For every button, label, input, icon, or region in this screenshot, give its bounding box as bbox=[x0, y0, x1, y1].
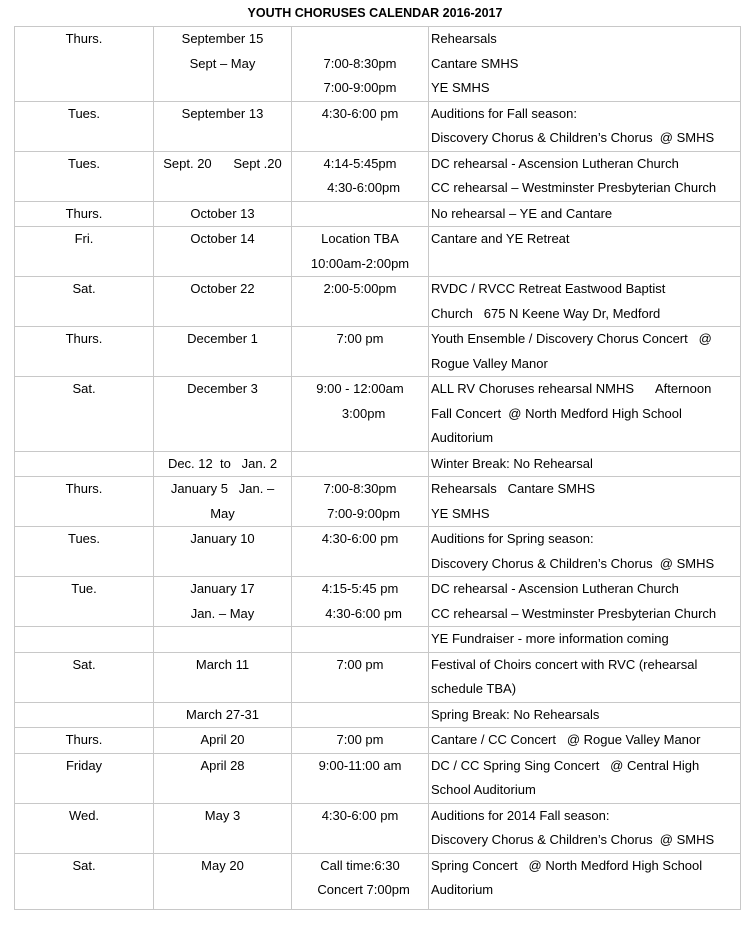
day-cell bbox=[15, 702, 154, 728]
day-cell bbox=[15, 728, 154, 754]
day-cell bbox=[15, 627, 154, 653]
description-cell-line: DC rehearsal - Ascension Lutheran Church bbox=[431, 581, 679, 596]
description-cell bbox=[429, 201, 741, 227]
day-cell bbox=[15, 803, 154, 853]
date-cell bbox=[154, 277, 292, 327]
time-cell-line bbox=[292, 452, 428, 477]
table-row bbox=[15, 377, 741, 452]
time-cell bbox=[292, 627, 429, 653]
date-cell-line: April 20 bbox=[200, 732, 245, 747]
description-cell-line: Youth Ensemble / Discovery Chorus Concert @ bbox=[431, 331, 712, 346]
description-cell-line: Spring Break: No Rehearsals bbox=[431, 706, 600, 722]
description-cell-line: Winter Break: No Rehearsal bbox=[431, 455, 593, 471]
date-cell bbox=[154, 377, 292, 452]
time-cell-line bbox=[292, 703, 428, 728]
day-cell bbox=[15, 753, 154, 803]
day-cell bbox=[15, 201, 154, 227]
day-cell-line: Fri. bbox=[74, 231, 94, 246]
description-cell bbox=[429, 577, 741, 627]
time-cell-line: 4:30-6:00 pm bbox=[318, 605, 402, 621]
day-cell bbox=[15, 227, 154, 277]
time-cell-line bbox=[292, 202, 428, 227]
day-cell-line: Sat. bbox=[72, 281, 96, 296]
date-cell-line bbox=[154, 627, 291, 652]
date-cell bbox=[154, 227, 292, 277]
day-cell bbox=[15, 377, 154, 452]
time-cell bbox=[292, 853, 429, 909]
date-cell-line: April 28 bbox=[200, 757, 245, 773]
day-cell bbox=[15, 853, 154, 909]
table-row bbox=[15, 702, 741, 728]
time-cell-line: 4:30-6:00 pm bbox=[321, 105, 399, 121]
day-cell bbox=[15, 151, 154, 201]
time-cell-line: Concert 7:00pm bbox=[310, 882, 410, 897]
table-row bbox=[15, 803, 741, 853]
time-cell bbox=[292, 728, 429, 754]
time-cell bbox=[292, 377, 429, 452]
day-cell-line: Tues. bbox=[67, 155, 101, 171]
description-cell-line: YE Fundraiser - more information coming bbox=[431, 631, 669, 646]
table-row bbox=[15, 728, 741, 754]
time-cell bbox=[292, 527, 429, 577]
time-cell bbox=[292, 27, 429, 102]
day-cell bbox=[15, 27, 154, 102]
time-cell bbox=[292, 227, 429, 277]
calendar-table bbox=[14, 26, 741, 910]
day-cell-line: Thurs. bbox=[65, 331, 103, 346]
description-cell-line: Auditorium bbox=[431, 882, 494, 897]
date-cell-line: Sept. 20 Sept .20 bbox=[163, 155, 282, 171]
date-cell bbox=[154, 201, 292, 227]
description-cell-line: RVDC / RVCC Retreat Eastwood Baptist bbox=[431, 281, 666, 296]
time-cell bbox=[292, 803, 429, 853]
description-cell bbox=[429, 327, 741, 377]
time-cell-line: 4:30-6:00 pm bbox=[321, 531, 399, 546]
table-row bbox=[15, 101, 741, 151]
day-cell-line: Thurs. bbox=[65, 205, 103, 221]
date-cell bbox=[154, 577, 292, 627]
description-cell bbox=[429, 753, 741, 803]
date-cell-line: May bbox=[210, 505, 235, 521]
description-cell-line: Auditions for 2014 Fall season: bbox=[431, 807, 610, 823]
date-cell bbox=[154, 27, 292, 102]
time-cell-line: 10:00am-2:00pm bbox=[310, 255, 410, 271]
date-cell-line: December 1 bbox=[187, 331, 258, 346]
date-cell-line: October 14 bbox=[190, 231, 255, 246]
table-row bbox=[15, 327, 741, 377]
time-cell bbox=[292, 277, 429, 327]
description-cell bbox=[429, 27, 741, 102]
time-cell bbox=[292, 151, 429, 201]
description-cell-line: Cantare SMHS bbox=[431, 55, 519, 71]
description-cell bbox=[429, 702, 741, 728]
time-cell-line: Location TBA bbox=[321, 231, 399, 246]
time-cell-line: 4:14-5:45pm bbox=[323, 155, 397, 171]
table-row bbox=[15, 227, 741, 277]
date-cell-line: March 11 bbox=[195, 656, 250, 672]
date-cell-line: December 3 bbox=[187, 381, 258, 396]
time-cell-line: 9:00-11:00 am bbox=[318, 757, 402, 773]
description-cell-line: Rehearsals bbox=[431, 31, 497, 46]
table-row bbox=[15, 527, 741, 577]
date-cell bbox=[154, 527, 292, 577]
table-row bbox=[15, 577, 741, 627]
table-row bbox=[15, 451, 741, 477]
description-cell-line: Discovery Chorus & Children’s Chorus @ SMHS bbox=[431, 555, 715, 571]
calendar-title: YOUTH CHORUSES CALENDAR 2016-2017 bbox=[247, 6, 503, 20]
date-cell bbox=[154, 627, 292, 653]
description-cell bbox=[429, 451, 741, 477]
description-cell-line: Auditions for Spring season: bbox=[431, 531, 594, 546]
day-cell-line: Thurs. bbox=[65, 732, 103, 747]
time-cell bbox=[292, 327, 429, 377]
date-cell-line: January 5 Jan. – bbox=[170, 481, 275, 496]
day-cell-line: Wed. bbox=[68, 807, 100, 823]
description-cell bbox=[429, 853, 741, 909]
time-cell-line: 4:15-5:45 pm bbox=[321, 581, 399, 596]
time-cell-line: Call time:6:30 bbox=[320, 857, 400, 873]
date-cell-line: Dec. 12 to Jan. 2 bbox=[167, 455, 278, 471]
day-cell bbox=[15, 101, 154, 151]
day-cell-line bbox=[15, 627, 153, 652]
description-cell bbox=[429, 151, 741, 201]
time-cell bbox=[292, 101, 429, 151]
description-cell-line: DC / CC Spring Sing Concert @ Central High bbox=[431, 757, 700, 773]
date-cell bbox=[154, 803, 292, 853]
time-cell bbox=[292, 451, 429, 477]
table-row bbox=[15, 27, 741, 102]
date-cell-line: May 20 bbox=[201, 857, 244, 873]
date-cell-line: January 10 bbox=[190, 531, 255, 546]
date-cell-line: September 15 bbox=[181, 31, 264, 46]
date-cell-line: October 22 bbox=[190, 281, 255, 296]
date-cell bbox=[154, 477, 292, 527]
description-cell-line: No rehearsal – YE and Cantare bbox=[431, 205, 613, 221]
day-cell-line: Sat. bbox=[72, 381, 96, 396]
date-cell bbox=[154, 853, 292, 909]
description-cell-line: Discovery Chorus & Children’s Chorus @ SMHS bbox=[431, 130, 715, 145]
day-cell bbox=[15, 277, 154, 327]
day-cell bbox=[15, 652, 154, 702]
date-cell-line: January 17 bbox=[190, 581, 255, 596]
table-row bbox=[15, 627, 741, 653]
description-cell bbox=[429, 652, 741, 702]
description-cell bbox=[429, 627, 741, 653]
date-cell bbox=[154, 451, 292, 477]
description-cell bbox=[429, 728, 741, 754]
time-cell-line: 7:00 pm bbox=[336, 732, 384, 747]
day-cell bbox=[15, 527, 154, 577]
day-cell-line bbox=[15, 703, 153, 728]
table-row bbox=[15, 652, 741, 702]
date-cell-line: Sept – May bbox=[189, 55, 256, 71]
day-cell bbox=[15, 327, 154, 377]
description-cell-line: schedule TBA) bbox=[431, 681, 517, 696]
time-cell bbox=[292, 702, 429, 728]
description-cell-line: YE SMHS bbox=[431, 505, 490, 521]
day-cell-line: Thurs. bbox=[65, 31, 103, 46]
time-cell-line: 2:00-5:00pm bbox=[323, 281, 397, 296]
description-cell-line: Auditions for Fall season: bbox=[431, 105, 577, 121]
time-cell-line: 4:30-6:00 pm bbox=[321, 807, 399, 823]
table-row bbox=[15, 477, 741, 527]
day-cell bbox=[15, 577, 154, 627]
time-cell-line bbox=[292, 27, 428, 52]
time-cell-line: 7:00-8:30pm bbox=[323, 481, 397, 496]
time-cell-line bbox=[292, 627, 428, 652]
time-cell-line: 7:00 pm bbox=[336, 656, 384, 672]
time-cell-line: 7:00-9:00pm bbox=[323, 80, 397, 95]
calendar-body bbox=[15, 27, 741, 910]
date-cell bbox=[154, 101, 292, 151]
day-cell-line: Tue. bbox=[71, 581, 97, 596]
description-cell bbox=[429, 377, 741, 452]
time-cell bbox=[292, 753, 429, 803]
description-cell-line: Cantare / CC Concert @ Rogue Valley Manor bbox=[431, 732, 701, 747]
time-cell-line: 7:00 pm bbox=[336, 331, 384, 346]
description-cell bbox=[429, 527, 741, 577]
table-row bbox=[15, 277, 741, 327]
description-cell-line: Fall Concert @ North Medford High School bbox=[431, 405, 682, 421]
date-cell bbox=[154, 327, 292, 377]
table-row bbox=[15, 753, 741, 803]
description-cell-line: Rogue Valley Manor bbox=[431, 355, 548, 371]
date-cell bbox=[154, 151, 292, 201]
description-cell-line: YE SMHS bbox=[431, 80, 490, 95]
description-cell-line: CC rehearsal – Westminster Presbyterian Church bbox=[431, 180, 717, 195]
description-cell bbox=[429, 803, 741, 853]
description-cell-line: Discovery Chorus & Children’s Chorus @ SMHS bbox=[431, 832, 715, 847]
date-cell-line: September 13 bbox=[181, 105, 264, 121]
description-cell-line: Cantare and YE Retreat bbox=[431, 231, 570, 246]
day-cell-line: Sat. bbox=[72, 857, 96, 873]
day-cell bbox=[15, 451, 154, 477]
day-cell-line: Tues. bbox=[67, 105, 101, 121]
description-cell-line: CC rehearsal – Westminster Presbyterian Church bbox=[431, 605, 717, 621]
day-cell-line: Friday bbox=[65, 757, 103, 773]
date-cell bbox=[154, 652, 292, 702]
day-cell-line: Sat. bbox=[72, 656, 96, 672]
date-cell-line: Jan. – May bbox=[190, 605, 255, 621]
day-cell-line: Tues. bbox=[67, 531, 101, 546]
description-cell bbox=[429, 277, 741, 327]
time-cell bbox=[292, 652, 429, 702]
description-cell-line: School Auditorium bbox=[431, 782, 536, 797]
description-cell-line: Church 675 N Keene Way Dr, Medford bbox=[431, 305, 661, 321]
description-cell-line: Auditorium bbox=[431, 430, 494, 445]
time-cell bbox=[292, 477, 429, 527]
description-cell-line: ALL RV Choruses rehearsal NMHS Afternoon bbox=[431, 381, 712, 396]
time-cell-line: 4:30-6:00pm bbox=[319, 180, 401, 195]
day-cell-line: Thurs. bbox=[65, 481, 103, 496]
date-cell-line: March 27-31 bbox=[186, 706, 259, 722]
date-cell-line: October 13 bbox=[190, 205, 255, 221]
time-cell bbox=[292, 201, 429, 227]
time-cell-line: 7:00-8:30pm bbox=[323, 55, 397, 71]
description-cell-line: Spring Concert @ North Medford High School bbox=[431, 857, 703, 873]
description-cell bbox=[429, 227, 741, 277]
time-cell-line: 3:00pm bbox=[334, 405, 386, 421]
table-row bbox=[15, 853, 741, 909]
time-cell bbox=[292, 577, 429, 627]
time-cell-line: 9:00 - 12:00am bbox=[316, 381, 404, 396]
time-cell-line: 7:00-9:00pm bbox=[319, 505, 401, 521]
description-cell bbox=[429, 101, 741, 151]
table-row bbox=[15, 151, 741, 201]
description-cell-line: Rehearsals Cantare SMHS bbox=[431, 481, 596, 496]
description-cell-line: Festival of Choirs concert with RVC (rehearsal bbox=[431, 656, 698, 672]
table-row bbox=[15, 201, 741, 227]
date-cell bbox=[154, 702, 292, 728]
date-cell bbox=[154, 753, 292, 803]
date-cell bbox=[154, 728, 292, 754]
description-cell-line: DC rehearsal - Ascension Lutheran Church bbox=[431, 155, 679, 171]
day-cell-line bbox=[15, 452, 153, 477]
day-cell bbox=[15, 477, 154, 527]
description-cell bbox=[429, 477, 741, 527]
date-cell-line: May 3 bbox=[204, 807, 241, 823]
